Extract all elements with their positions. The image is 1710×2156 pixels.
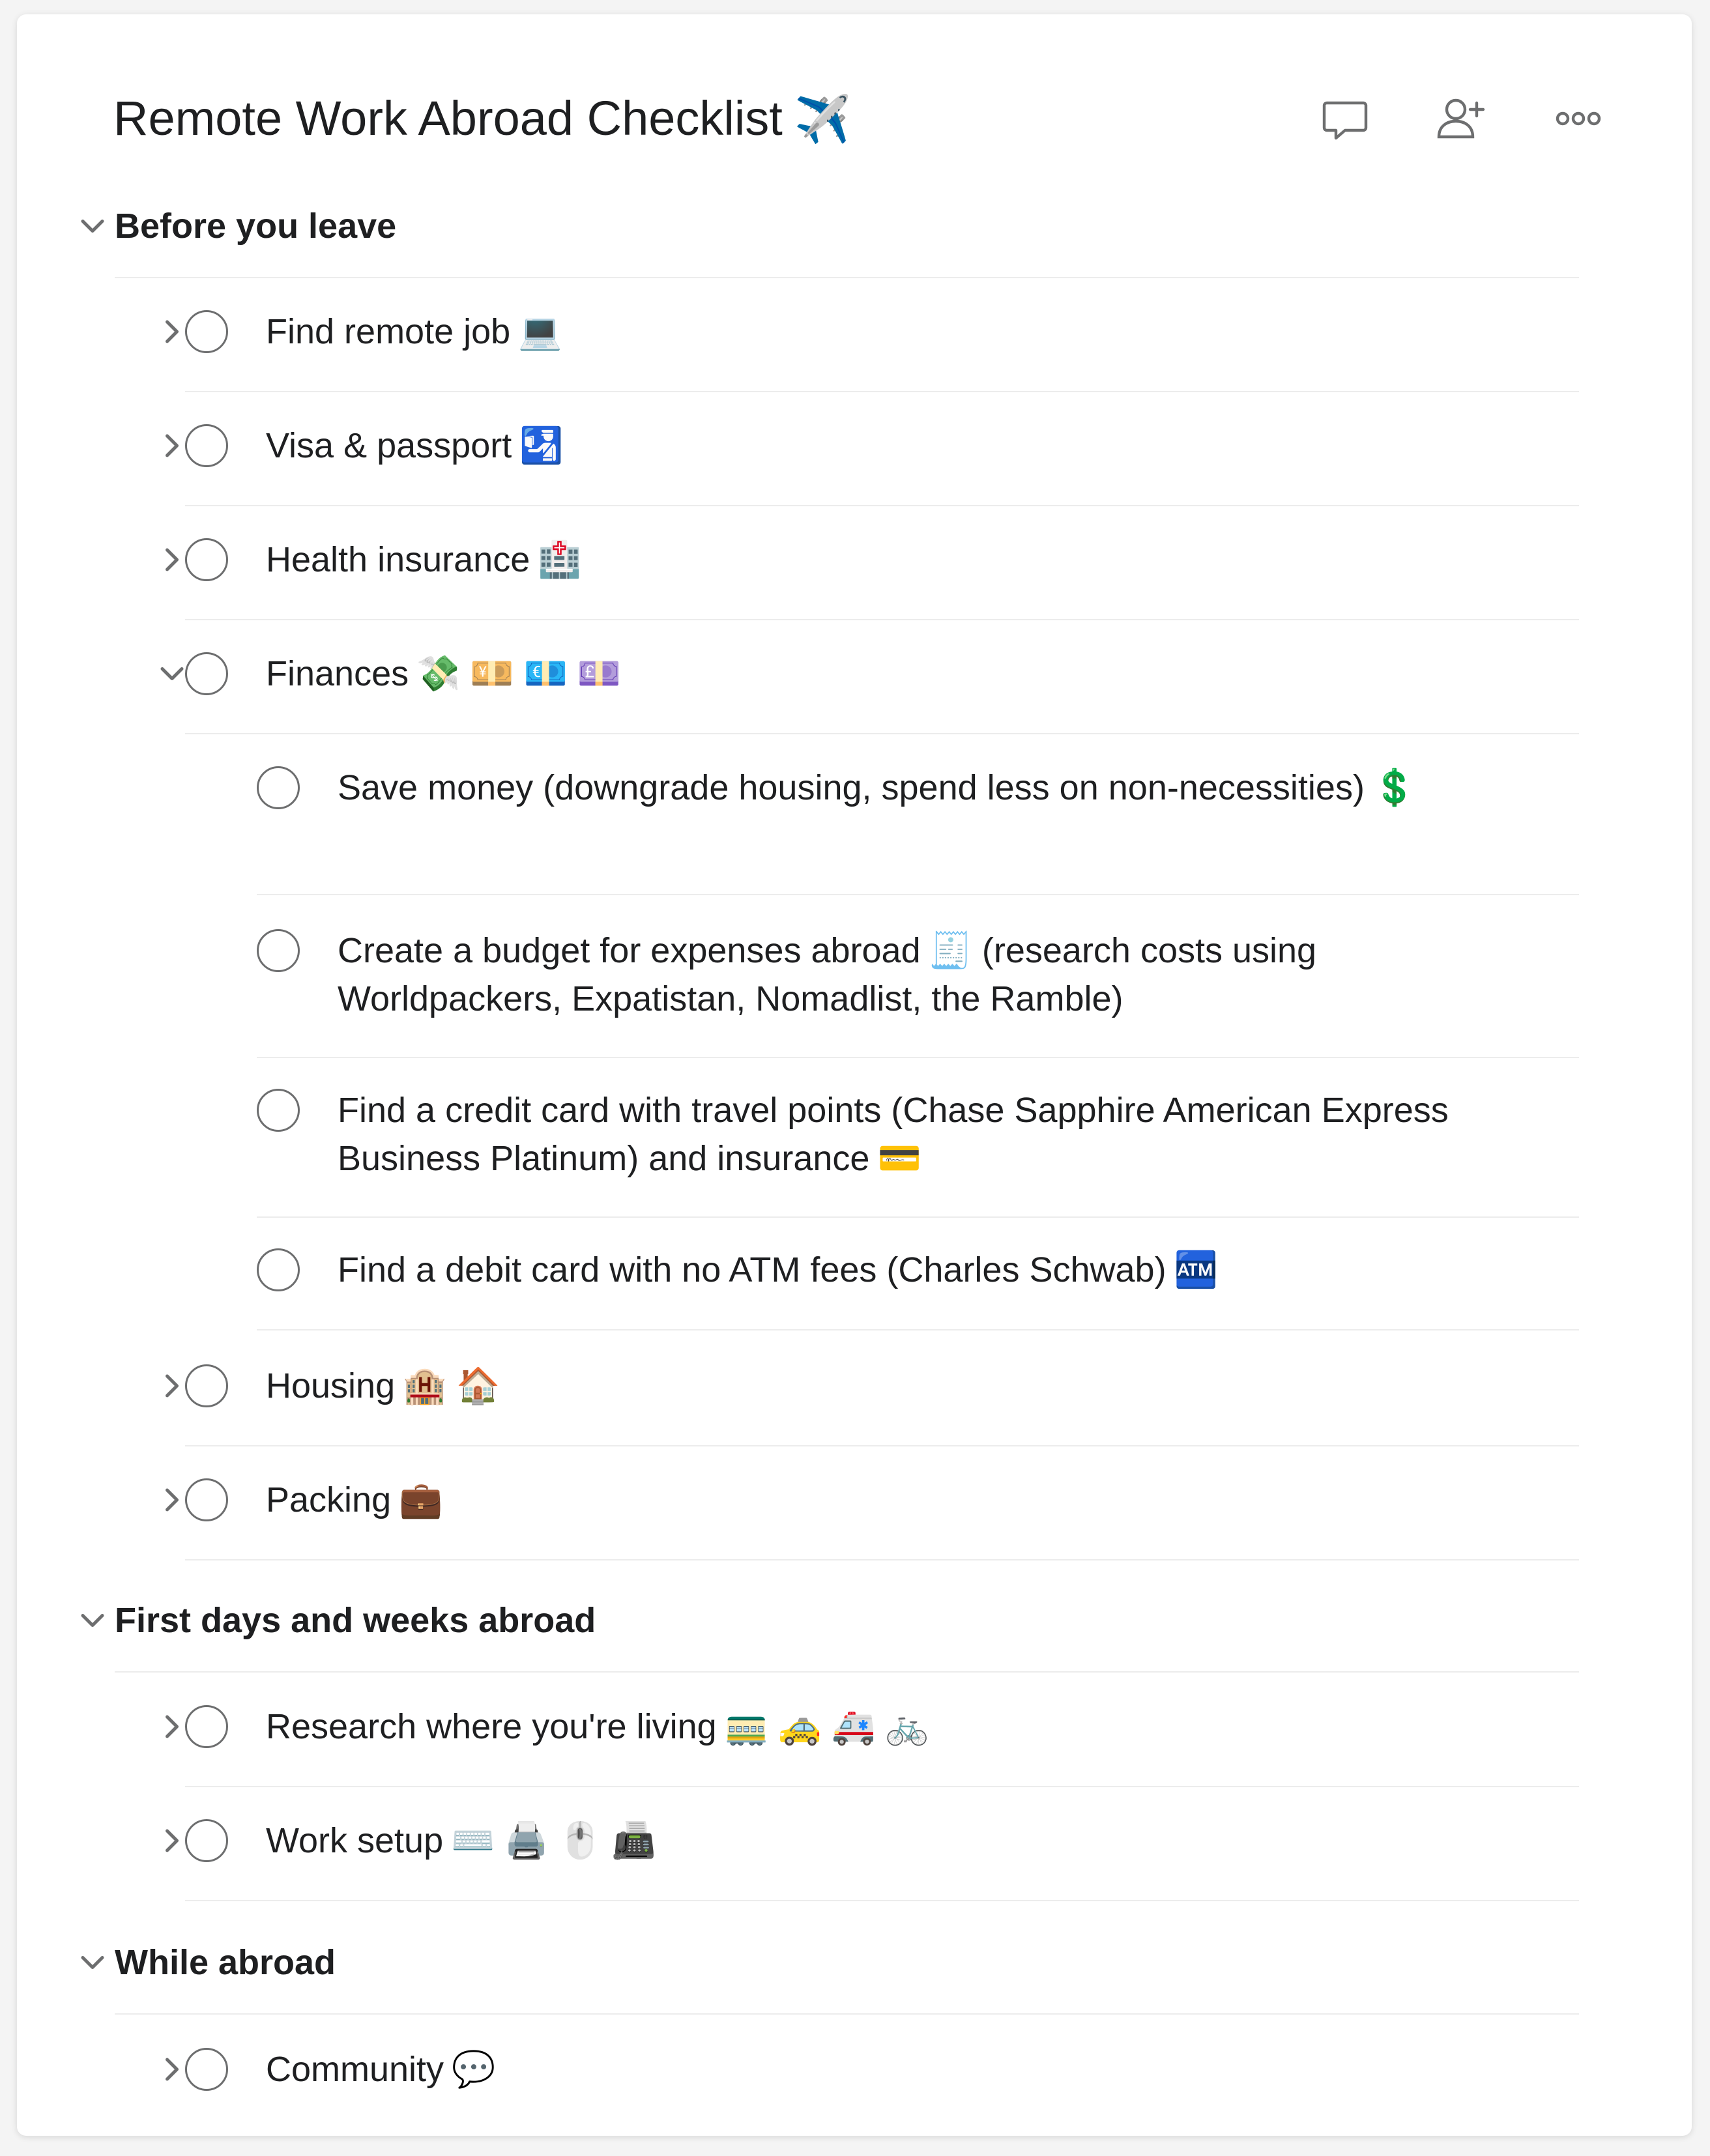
task-name-text: Housing: [266, 1366, 396, 1405]
task-name[interactable]: [338, 1086, 1498, 1183]
task-name[interactable]: [266, 536, 1504, 584]
section-collapse-chevron-icon[interactable]: [73, 1601, 112, 1640]
add-member-button[interactable]: [1430, 87, 1492, 150]
task-checkbox[interactable]: [185, 310, 228, 353]
task-name-text: Packing: [266, 1480, 392, 1519]
divider: [257, 894, 1579, 895]
section-title[interactable]: First days and weeks abroad: [115, 1601, 596, 1640]
task-name-text: Save money (downgrade housing, spend less on non-necessities): [338, 768, 1365, 807]
divider: [185, 1559, 1579, 1560]
section-title[interactable]: While abroad: [115, 1943, 336, 1982]
task-checkbox[interactable]: [185, 652, 228, 695]
task-name-text: Find remote job: [266, 312, 511, 351]
airplane-emoji: ✈️: [794, 94, 851, 145]
task-name-text: Finances: [266, 654, 409, 693]
divider: [185, 391, 1579, 392]
divider: [185, 1900, 1579, 1901]
task-name[interactable]: [266, 1362, 1504, 1410]
task-checkbox[interactable]: [257, 1248, 300, 1291]
task-emoji: 💼: [399, 1480, 443, 1519]
task-emoji: 🏨 🏠: [403, 1366, 500, 1405]
task-checkbox[interactable]: [185, 1819, 228, 1862]
divider: [257, 1329, 1579, 1330]
task-name[interactable]: [266, 308, 1504, 356]
more-actions-button[interactable]: [1547, 87, 1610, 150]
task-checkbox[interactable]: [185, 538, 228, 581]
task-name-text: Work setup: [266, 1821, 444, 1860]
divider: [257, 1057, 1579, 1058]
add-member-icon: [1435, 93, 1487, 145]
task-checkbox[interactable]: [257, 929, 300, 972]
page-title[interactable]: [113, 87, 851, 151]
task-checkbox[interactable]: [257, 766, 300, 809]
task-name[interactable]: [266, 1703, 1504, 1751]
task-name[interactable]: [266, 1817, 1504, 1865]
task-emoji: 🏥: [538, 540, 582, 579]
task-name-text: (research costs using Worldpackers, Expatistan, Nomadlist, the Ramble): [338, 931, 1317, 1018]
task-name[interactable]: [266, 422, 1504, 470]
task-name-text: Find a debit card with no ATM fees (Charles Schwab): [338, 1250, 1167, 1289]
task-checkbox[interactable]: [185, 1364, 228, 1407]
divider: [185, 733, 1579, 734]
task-name-text: Visa & passport: [266, 426, 512, 465]
comment-button[interactable]: [1314, 87, 1376, 150]
header: [17, 14, 1692, 177]
task-emoji: 🏧: [1174, 1250, 1218, 1289]
task-name-text: Create a budget for expenses abroad: [338, 931, 921, 970]
section-title[interactable]: Before you leave: [115, 207, 397, 246]
divider: [257, 1216, 1579, 1218]
task-name[interactable]: [338, 927, 1498, 1023]
task-checkbox[interactable]: [257, 1089, 300, 1132]
task-name-text: Find a credit card with travel points (Chase Sapphire American Express Business Platinum) and insurance: [338, 1091, 1449, 1178]
section-collapse-chevron-icon[interactable]: [73, 207, 112, 246]
divider: [185, 619, 1579, 620]
task-name-text: Health insurance: [266, 540, 530, 579]
task-emoji: 💳: [877, 1139, 921, 1178]
task-checkbox[interactable]: [185, 2048, 228, 2091]
task-emoji: 🛂: [519, 426, 564, 465]
task-emoji: 💻: [518, 312, 562, 351]
more-icon: [1552, 93, 1604, 145]
comment-icon: [1319, 93, 1371, 145]
task-emoji: 🧾: [928, 931, 972, 970]
task-name[interactable]: [338, 1246, 1498, 1294]
task-emoji: 🚃 🚕 🚑 🚲: [724, 1707, 929, 1746]
task-emoji: ⌨️ 🖨️ 🖱️ 📠: [451, 1821, 656, 1860]
divider: [115, 277, 1579, 278]
task-checkbox[interactable]: [185, 1478, 228, 1521]
task-name-text: Community: [266, 2050, 444, 2089]
task-name[interactable]: [266, 2045, 1504, 2093]
task-emoji: 💲: [1372, 768, 1417, 807]
task-emoji: 💸 💴 💶 💷: [416, 654, 622, 693]
task-name[interactable]: [266, 1476, 1504, 1524]
divider: [115, 2013, 1579, 2015]
divider: [185, 505, 1579, 506]
task-name[interactable]: [266, 650, 1504, 698]
task-name[interactable]: [338, 764, 1498, 812]
section-collapse-chevron-icon[interactable]: [73, 1943, 112, 1982]
task-checkbox[interactable]: [185, 1705, 228, 1748]
task-emoji: 💬: [452, 2050, 496, 2089]
page-title-text: Remote Work Abroad Checklist: [113, 91, 783, 145]
task-name-text: Research where you're living: [266, 1707, 717, 1746]
task-checkbox[interactable]: [185, 424, 228, 467]
project-card: [17, 14, 1692, 2136]
divider: [185, 1786, 1579, 1787]
divider: [185, 1445, 1579, 1446]
divider: [115, 1671, 1579, 1673]
